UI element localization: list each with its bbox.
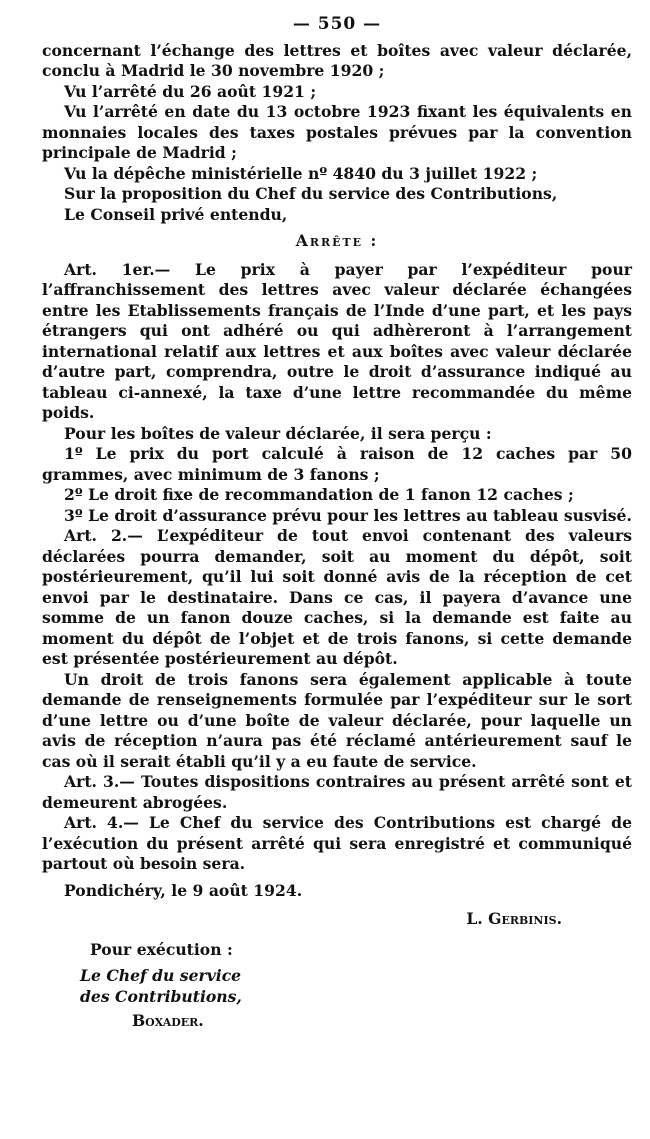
page-number: — 550 — <box>292 14 382 34</box>
preamble-continuation: concernant l’échange des lettres et boîtes avec valeur déclarée, conclu à Madrid le 30 novembre 1920 ; <box>42 40 632 80</box>
article-3-label: Art. 3.— <box>64 772 135 791</box>
chef-name: Boxader. <box>132 1011 204 1030</box>
arrete-heading: Arrête : <box>295 231 379 250</box>
signer-name: L. Gerbinis. <box>466 909 562 928</box>
chef-title-line-2: des Contributions, <box>80 986 242 1006</box>
article-2-paragraph-2: Un droit de trois fanons sera également applicable à toute demande de renseignements formulée par l’expéditeur sur le sort d’une lettre ou d’une boîte de valeur déclarée, pour laquelle un avis de réception n’aura pas été réclamé antérieurement sauf le cas où il serait établi qu’il y a eu faute de service. <box>42 669 632 771</box>
article-1-text: Le prix à payer par l’expéditeur pour l’affranchissement des lettres avec valeur déclarée échangées entre les Etablissements français de l’Inde d’une part, et les pays étrangers qui ont adhéré ou qui adhèreront à l’arrangement international relatif aux lettres et aux boîtes avec valeur déclarée d’autre part, comprendra, outre le droit d’assurance indiqué au tableau ci-annexé, la taxe d’une lettre recommandée du même poids. <box>42 259 632 422</box>
preamble-proposition: Sur la proposition du Chef du service des Contributions, <box>64 184 558 203</box>
document-page <box>42 14 632 1032</box>
article-2-label: Art. 2.— <box>64 526 143 545</box>
article-2-text: L’expéditeur de tout envoi contenant des valeurs déclarées pourra demander, soit au moment du dépôt, soit postérieurement, qu’il lui soit donné avis de la réception de cet envoi par le destinataire. Dans ce cas, il payera d’avance une somme de un fanon douze caches, si la demande est faite au moment du dépôt de l’objet et de trois fanons, si cette demande est présentée postérieurement au dépôt. <box>42 526 632 668</box>
preamble-conseil: Le Conseil privé entendu, <box>64 204 288 224</box>
article-1-label: Art. 1er.— <box>64 259 171 279</box>
article-1-item-2: 2º Le droit fixe de recommandation de 1 fanon 12 caches ; <box>64 485 574 504</box>
article-3-text: Toutes dispositions contraires au présent arrêté sont et demeurent abrogées. <box>42 772 633 812</box>
article-1-item-3: 3º Le droit d’assurance prévu pour les lettres au tableau susvisé. <box>64 505 632 525</box>
place-date: Pondichéry, le 9 août 1924. <box>64 880 303 900</box>
article-4-text: Le Chef du service des Contributions est chargé de l’exécution du présent arrêté qui sera enregistré et communiqué partout où besoin sera. <box>42 813 632 873</box>
article-3 <box>42 772 632 813</box>
preamble-vu-arrete-1923: Vu l’arrêté en date du 13 octobre 1923 fixant les équivalents en monnaies locales des taxes postales prévues par la convention principale de Madrid ; <box>42 102 632 162</box>
article-4-label: Art. 4.— <box>64 813 139 832</box>
preamble-vu-arrete-1921: Vu l’arrêté du 26 août 1921 ; <box>64 81 317 101</box>
article-4 <box>42 813 632 875</box>
preamble-vu-depeche: Vu la dépêche ministérielle nº 4840 du 3 juillet 1922 ; <box>64 163 538 183</box>
pour-execution: Pour exécution : <box>90 939 233 959</box>
chef-title-line-1: Le Chef du service <box>80 966 242 985</box>
article-2 <box>42 526 632 670</box>
article-1-item-1: 1º Le prix du port calculé à raison de 12 caches par 50 grammes, avec minimum de 3 fanons ; <box>42 444 632 484</box>
article-1 <box>42 260 632 424</box>
article-1-boxes: Pour les boîtes de valeur déclarée, il sera perçu : <box>64 423 492 443</box>
